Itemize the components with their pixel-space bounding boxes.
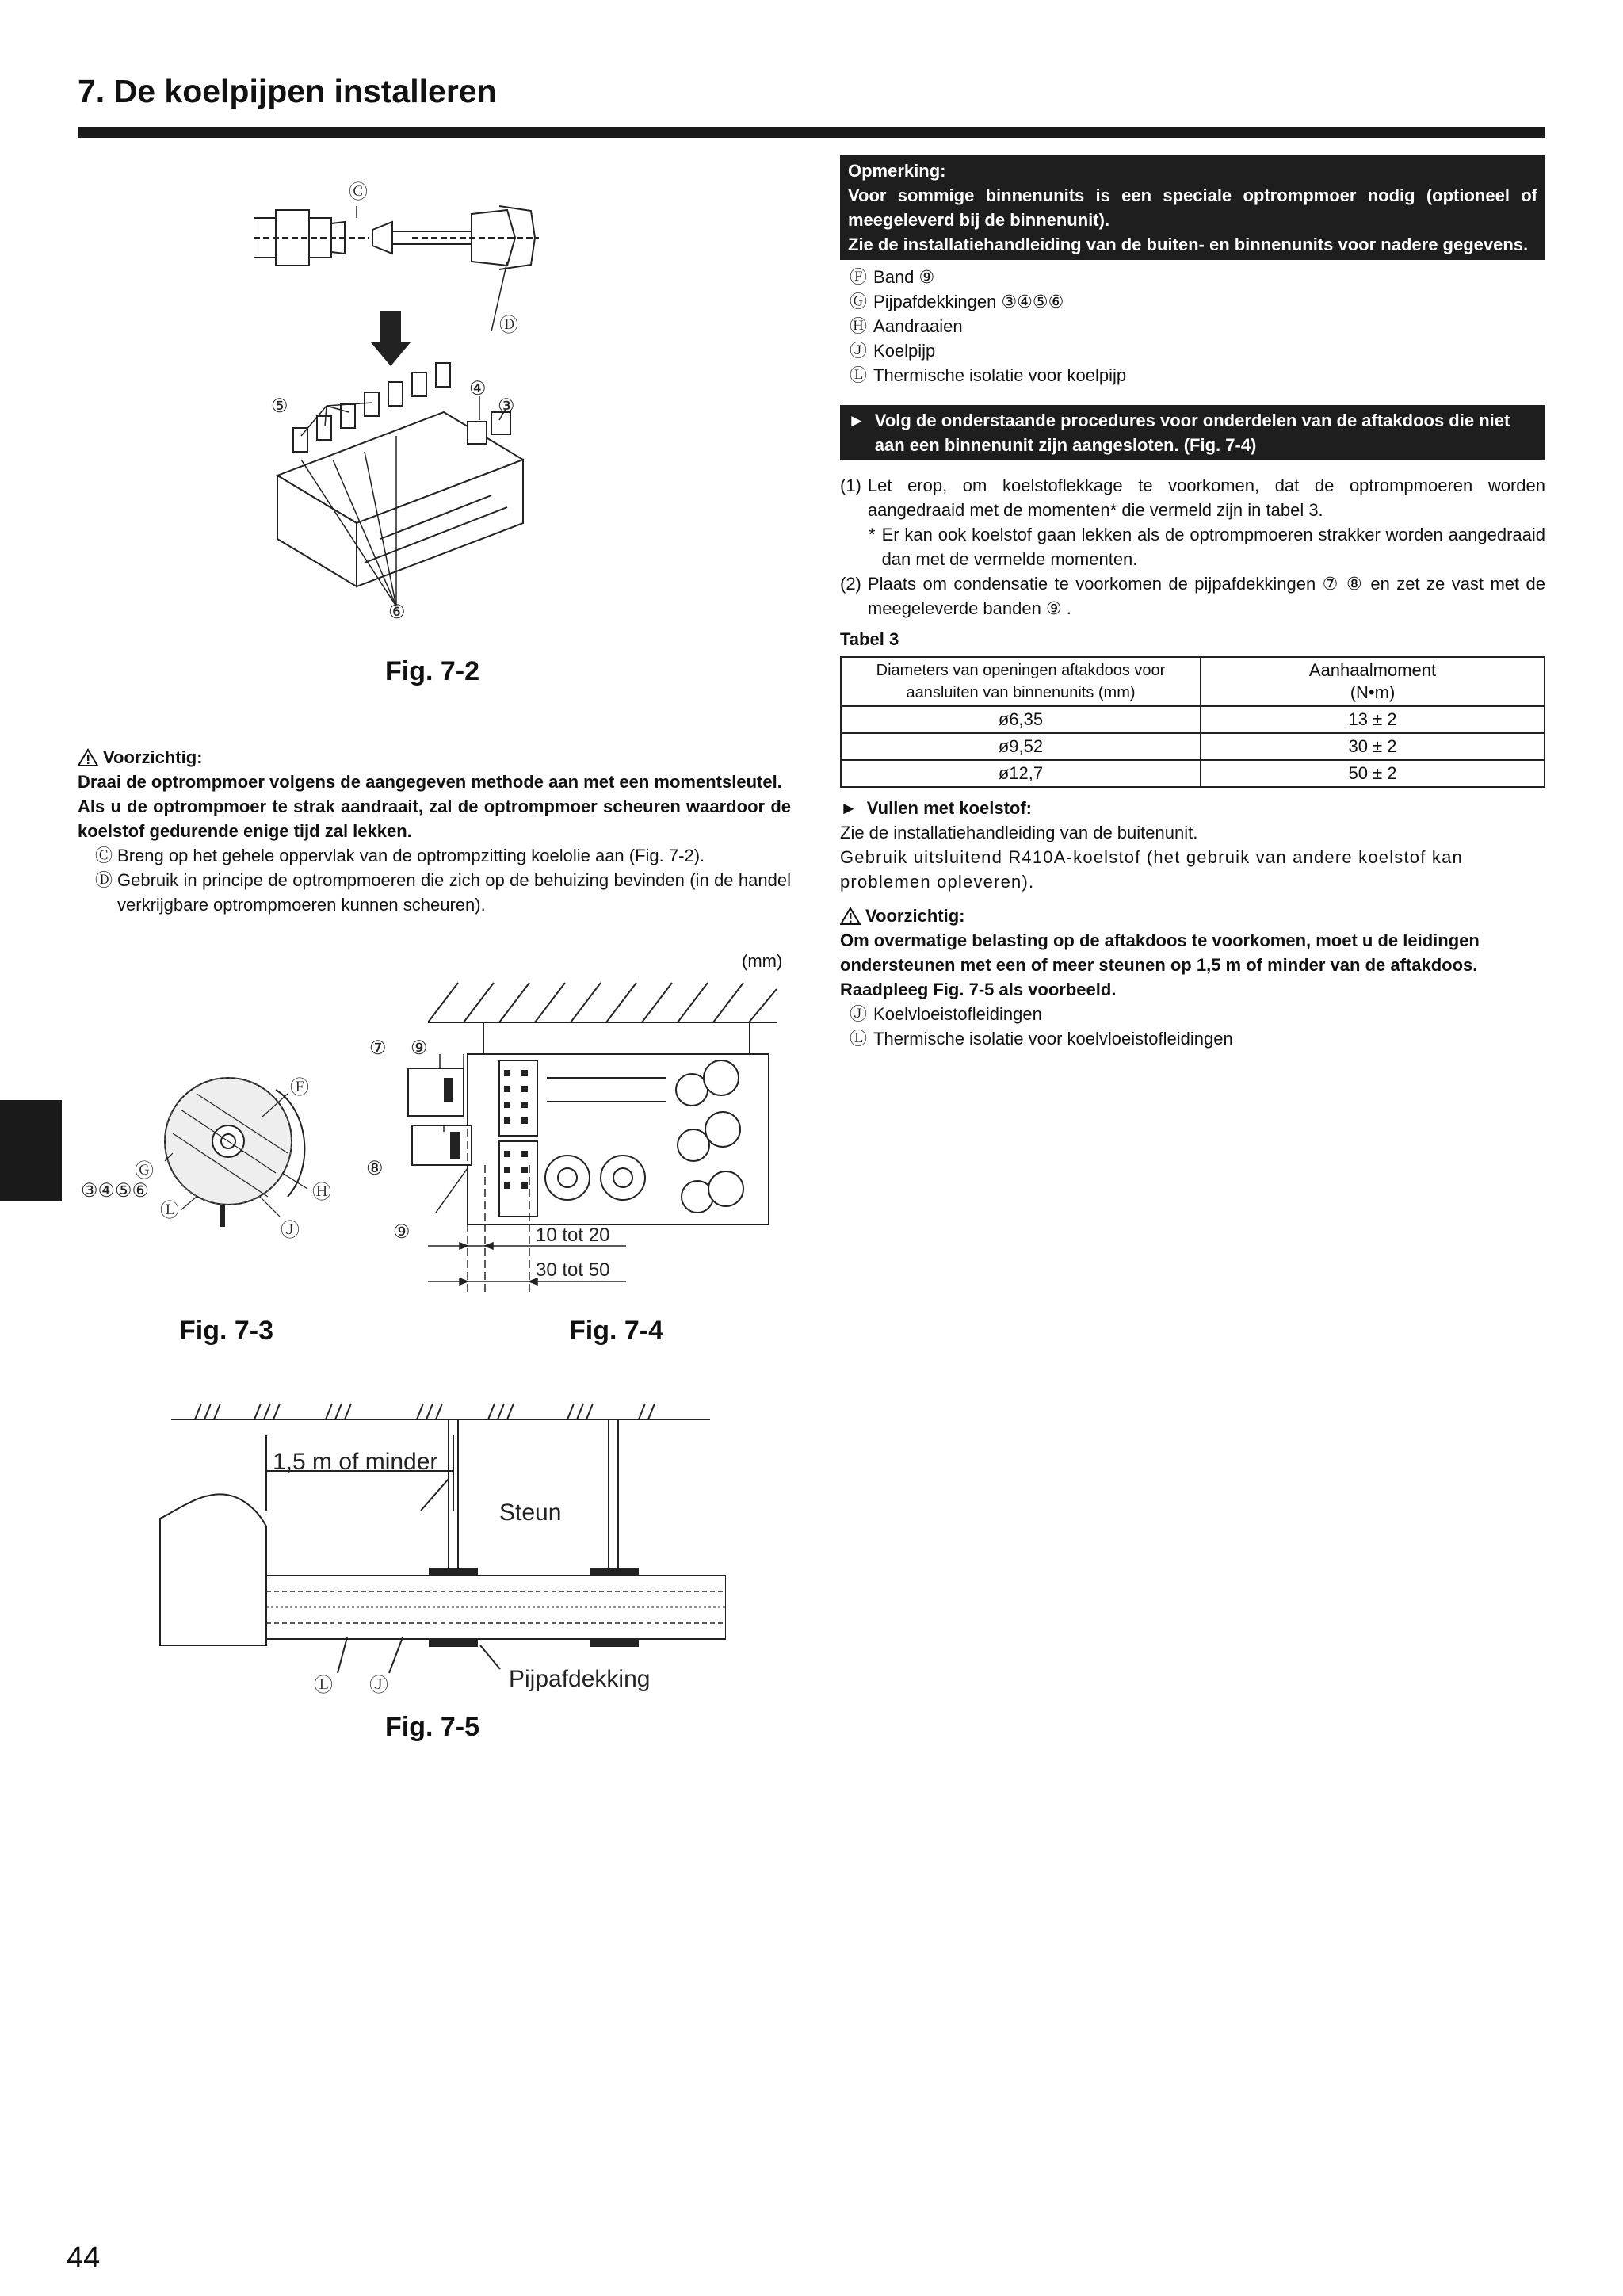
legend-item <box>840 363 1545 388</box>
label-d: Ⓓ <box>499 315 518 336</box>
caution-support-block <box>840 904 1545 1051</box>
legend-item <box>840 265 1545 289</box>
legend-item <box>840 338 1545 363</box>
label-5: ⑤ <box>271 395 288 417</box>
label-f: Ⓕ <box>290 1077 309 1098</box>
label-8: ⑧ <box>366 1158 384 1179</box>
refill-heading <box>840 796 1545 820</box>
label-3456: ③④⑤⑥ <box>81 1180 150 1201</box>
refill-line-1: Zie de installatiehandleiding van de buitenunit. <box>840 823 1198 842</box>
dim-large: 30 tot 50 <box>536 1259 610 1281</box>
dim-small: 10 tot 20 <box>536 1224 610 1246</box>
label-g: Ⓖ <box>135 1160 154 1182</box>
table-row <box>841 706 1545 733</box>
torque-table <box>840 656 1545 788</box>
refill-line-2: Gebruik uitsluitend R410A-koelstof (het gebruik van andere koelstof kan problemen opleveren). <box>840 847 1463 892</box>
caution-heading-text: Voorzichtig: <box>103 747 203 767</box>
step-text: Plaats om condensatie te voorkomen de pijpafdekkingen ⑦ ⑧ en zet ze vast met de meegeleverde banden ⑨ . <box>867 574 1545 618</box>
caution-item <box>840 1002 1545 1026</box>
item-key: Ⓛ <box>850 1029 868 1049</box>
page-number: 44 <box>67 2241 101 2275</box>
fig-7-4-drawing <box>365 975 777 1292</box>
caution-item-d <box>78 868 791 917</box>
triangle-right-icon: ► <box>848 411 865 430</box>
support-label: Steun <box>499 1499 562 1526</box>
table-header-row <box>841 657 1545 706</box>
legend-text: Band ⑨ <box>873 267 935 287</box>
legend-text: Aandraaien <box>873 316 963 336</box>
fig-7-5-drawing <box>155 1392 726 1701</box>
procedure-box <box>840 405 1545 460</box>
legend-item <box>840 289 1545 314</box>
label-9b: ⑨ <box>393 1221 411 1243</box>
label-c: Ⓒ <box>349 181 368 203</box>
item-text: Koelvloeistofleidingen <box>873 1004 1042 1024</box>
branch-box-side <box>408 1054 769 1224</box>
cell-torque: 50 ± 2 <box>1201 760 1545 787</box>
note-heading: Opmerking: <box>848 161 946 181</box>
legend-list <box>840 265 1545 388</box>
fig-7-5-caption: Fig. 7-5 <box>385 1712 480 1742</box>
cell-diameter: ø9,52 <box>841 733 1201 760</box>
item-text: Gebruik in principe de optrompmoeren die zich op de behuizing bevinden (in de handel verkrijgbare optrompmoeren kunnen scheuren). <box>117 870 791 915</box>
left-caution-block <box>78 745 791 917</box>
step-1 <box>840 473 1545 522</box>
item-text: Breng op het gehele oppervlak van de optrompzitting koelolie aan (Fig. 7-2). <box>117 846 705 865</box>
step-1-note <box>840 522 1545 571</box>
note-text-1: Voor sommige binnenunits is een speciale optrompmoer nodig (optioneel of meegeleverd bij de binnenunit). <box>848 185 1537 230</box>
caution-support-text: Om overmatige belasting op de aftakdoos te voorkomen, moet u de leidingen ondersteunen met een of meer steunen op 1,5 m of minder van de aftakdoos. Raadpleeg Fig. 7-5 als voorbeeld. <box>840 930 1480 999</box>
label-9: ⑨ <box>411 1037 428 1059</box>
fig-7-3-drawing <box>78 1062 363 1268</box>
label-6: ⑥ <box>388 602 406 623</box>
caution-item-c <box>78 843 791 868</box>
procedure-text: Volg de onderstaande procedures voor onderdelen van de aftakdoos die niet aan een binnenunit zijn aangesloten. (Fig. 7-4) <box>874 411 1510 455</box>
table-title: Tabel 3 <box>840 629 899 649</box>
legend-key: Ⓙ <box>850 341 868 361</box>
cell-torque: 30 ± 2 <box>1201 733 1545 760</box>
refill-heading-text: Vullen met koelstof: <box>866 798 1032 818</box>
label-j: Ⓙ <box>281 1220 300 1241</box>
legend-text: Pijpafdekkingen ③④⑤⑥ <box>873 292 1064 311</box>
header-torque <box>1201 657 1545 706</box>
note-text: Er kan ook koelstof gaan lekken als de optrompmoeren strakker worden aangedraaid dan met de vermelde momenten. <box>881 525 1545 569</box>
cell-diameter: ø12,7 <box>841 760 1201 787</box>
asterisk: * <box>869 525 876 544</box>
item-key: Ⓒ <box>95 846 113 865</box>
step-text: Let erop, om koelstoflekkage te voorkomen, dat de optrompmoeren worden aangedraaid met de momenten* die vermeld zijn in tabel 3. <box>867 476 1545 520</box>
label-4: ④ <box>469 378 487 399</box>
fig-7-4-caption: Fig. 7-4 <box>569 1316 664 1346</box>
page-title: 7. De koelpijpen installeren <box>78 73 497 109</box>
table-row <box>841 733 1545 760</box>
item-text: Thermische isolatie voor koelvloeistofleidingen <box>873 1029 1233 1049</box>
fig-7-2-drawing <box>254 174 586 634</box>
label-j: Ⓙ <box>369 1675 388 1696</box>
caution-item <box>840 1026 1545 1051</box>
item-key: Ⓙ <box>850 1004 868 1024</box>
header-torque-1: Aanhaalmoment <box>1308 660 1437 680</box>
caution-bold-2: Als u de optrompmoer te strak aandraait, zal de optrompmoer scheuren waardoor de koelstof gedurende enige tijd zal lekken. <box>78 797 791 841</box>
warning-icon <box>78 748 98 767</box>
cell-diameter: ø6,35 <box>841 706 1201 733</box>
item-key: Ⓓ <box>95 870 113 890</box>
triangle-right-icon: ► <box>840 798 857 818</box>
legend-key: Ⓕ <box>850 267 868 287</box>
label-l: Ⓛ <box>314 1675 333 1696</box>
unit-label: (mm) <box>742 951 783 971</box>
section-tab <box>0 1100 62 1201</box>
label-l: Ⓛ <box>160 1200 179 1221</box>
header-diameter: Diameters van openingen aftakdoos voor aansluiten van binnenunits (mm) <box>841 657 1201 706</box>
fig-7-3-caption: Fig. 7-3 <box>179 1316 274 1346</box>
step-number: (2) <box>840 574 861 594</box>
header-torque-2: (N•m) <box>1350 682 1396 702</box>
right-column <box>840 155 1545 1051</box>
caution-heading <box>78 745 791 770</box>
title-rule <box>78 127 1545 138</box>
pipe-cover-label: Pijpafdekking <box>509 1666 651 1692</box>
label-7: ⑦ <box>369 1037 387 1059</box>
label-3: ③ <box>498 395 515 417</box>
table-row <box>841 760 1545 787</box>
note-box <box>840 155 1545 260</box>
legend-text: Koelpijp <box>873 341 936 361</box>
legend-item <box>840 314 1545 338</box>
cell-torque: 13 ± 2 <box>1201 706 1545 733</box>
warning-icon <box>840 907 861 926</box>
legend-key: Ⓖ <box>850 292 868 311</box>
legend-key: Ⓛ <box>850 365 868 385</box>
legend-text: Thermische isolatie voor koelpijp <box>873 365 1127 385</box>
step-2 <box>840 571 1545 621</box>
legend-key: Ⓗ <box>850 316 868 336</box>
label-h: Ⓗ <box>312 1182 331 1203</box>
distance-label: 1,5 m of minder <box>273 1449 438 1475</box>
step-number: (1) <box>840 476 861 495</box>
arrow-down-icon <box>371 311 411 366</box>
fig-7-2-caption: Fig. 7-2 <box>385 656 480 686</box>
caution-heading-text: Voorzichtig: <box>865 906 965 926</box>
caution-bold-1: Draai de optrompmoer volgens de aangegeven methode aan met een momentsleutel. <box>78 772 782 792</box>
steps <box>840 473 1545 621</box>
caution-heading <box>840 904 1545 928</box>
note-text-2: Zie de installatiehandleiding van de buiten- en binnenunits voor nadere gegevens. <box>848 235 1529 254</box>
